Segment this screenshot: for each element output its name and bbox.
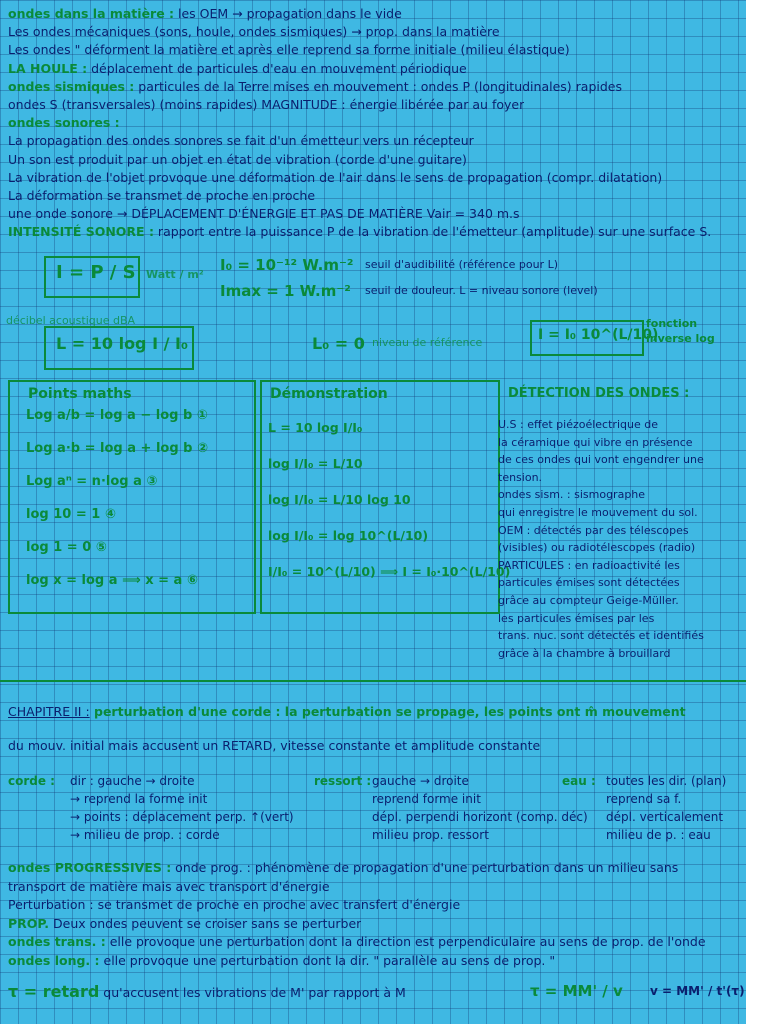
corde-item: → points : déplacement perp. ↑(vert) bbox=[70, 810, 294, 824]
detection-item: ondes sism. : sismographe bbox=[498, 488, 646, 502]
bottom-note-line bbox=[8, 860, 678, 876]
top-note-line bbox=[8, 152, 467, 168]
formula-imax: Imax = 1 W.m⁻² bbox=[220, 282, 351, 300]
top-note-line bbox=[8, 6, 402, 22]
bottom-note-line bbox=[8, 953, 555, 969]
formula-level: L = 10 log I / I₀ bbox=[56, 334, 188, 353]
top-note-text: une onde sonore → DÉPLACEMENT D'ÉNERGIE ET PAS DE MATIÈRE Vair = 340 m.s bbox=[8, 206, 520, 222]
bottom-note-heading: ondes long. : bbox=[8, 952, 100, 968]
corde-item: dir : gauche → droite bbox=[70, 774, 195, 788]
top-note-heading: INTENSITÉ SONORE : bbox=[8, 224, 154, 240]
top-note-heading: ondes dans la matière : bbox=[8, 6, 175, 21]
ressort-item: gauche → droite bbox=[372, 774, 469, 788]
points-maths-item: Log a·b = log a + log b ② bbox=[26, 441, 208, 456]
top-note-text: La déformation se transmet de proche en proche bbox=[8, 188, 316, 203]
top-note-text: Les ondes mécaniques (sons, houle, ondes sismiques) → prop. dans la matière bbox=[8, 24, 500, 40]
chapter-label: CHAPITRE II : bbox=[8, 704, 90, 719]
demonstration-item: I/I₀ = 10^(L/10) ⟹ I = I₀·10^(L/10) bbox=[268, 564, 511, 579]
detection-item: tension. bbox=[498, 470, 543, 484]
detection-item: grâce à la chambre à brouillard bbox=[498, 646, 671, 660]
bottom-note-text: elle provoque une perturbation dont la dir. " parallèle au sens de prop. " bbox=[99, 952, 556, 968]
top-note-heading: ondes sonores : bbox=[8, 115, 120, 131]
top-note-text: La vibration de l'objet provoque une déformation de l'air dans le sens de propagation (compr. dilatation) bbox=[8, 169, 663, 185]
demonstration-item: L = 10 log I/I₀ bbox=[268, 420, 363, 435]
retard-line bbox=[8, 984, 406, 1001]
eau-list bbox=[606, 772, 726, 844]
unit-decibel: décibel acoustique dBA bbox=[6, 314, 136, 327]
formula-i0: I₀ = 10⁻¹² W.m⁻² bbox=[220, 256, 354, 274]
detection-item: qui enregistre le mouvement du sol. bbox=[498, 506, 698, 519]
detection-item: grâce au compteur Geige-Müller. bbox=[498, 594, 679, 607]
demonstration-item: log I/I₀ = L/10 bbox=[268, 456, 363, 471]
top-note-line bbox=[8, 24, 500, 40]
detection-item: (visibles) ou radiotélescopes (radio) bbox=[498, 541, 696, 555]
points-maths-item: Log a/b = log a − log b ① bbox=[26, 408, 208, 423]
ressort-item: reprend forme init bbox=[372, 792, 481, 806]
points-maths-item: log x = log a ⟹ x = a ⑥ bbox=[26, 573, 198, 588]
demonstration-item: log I/I₀ = L/10 log 10 bbox=[268, 492, 411, 507]
eau-item: dépl. verticalement bbox=[606, 810, 724, 824]
corde-label: corde : bbox=[8, 774, 55, 788]
detection-item: les particules émises par les bbox=[498, 611, 655, 625]
top-note-text: La propagation des ondes sonores se fait d'un émetteur vers un récepteur bbox=[8, 133, 474, 149]
top-note-text: rapport entre la puissance P de la vibration de l'émetteur (amplitude) sur une surface S. bbox=[153, 224, 712, 240]
corde-item: → reprend la forme init bbox=[70, 792, 208, 806]
bottom-note-line bbox=[8, 897, 460, 913]
bottom-note-text: Perturbation : se transmet de proche en proche avec transfert d'énergie bbox=[8, 897, 461, 912]
top-note-line bbox=[8, 170, 662, 186]
chapter-line1: perturbation d'une corde : la perturbation se propage, les points ont m̂ mouvement bbox=[89, 704, 686, 719]
demonstration-item: log I/I₀ = log 10^(L/10) bbox=[268, 528, 429, 543]
top-note-text: Un son est produit par un objet en état de vibration (corde d'une guitare) bbox=[8, 151, 467, 167]
top-note-line bbox=[8, 79, 622, 95]
ressort-item: milieu prop. ressort bbox=[372, 828, 489, 842]
bottom-note-text: transport de matière mais avec transport d'énergie bbox=[8, 878, 330, 894]
retard-label: τ = retard bbox=[8, 984, 100, 1001]
points-maths-item: Log aⁿ = n·log a ③ bbox=[26, 474, 158, 489]
ressort-list bbox=[372, 772, 588, 844]
detection-item: particules émises sont détectées bbox=[498, 576, 680, 590]
corde-list bbox=[70, 772, 294, 844]
points-maths-title: Points maths bbox=[28, 386, 132, 402]
top-note-line bbox=[8, 42, 570, 58]
detection-item: la céramique qui vibre en présence bbox=[498, 435, 693, 449]
corde-item: → milieu de prop. : corde bbox=[70, 828, 220, 842]
points-maths-item: log 10 = 1 ④ bbox=[26, 507, 116, 522]
formula-inverse: I = I₀ 10^(L/10) bbox=[538, 327, 659, 343]
bottom-note-heading: ondes PROGRESSIVES : bbox=[8, 860, 172, 875]
eau-item: reprend sa f. bbox=[606, 792, 682, 806]
bottom-note-heading: PROP. bbox=[8, 915, 50, 931]
bottom-note-text: onde prog. : phénomène de propagation d'une perturbation dans un milieu sans bbox=[171, 860, 679, 875]
eau-item: toutes les dir. (plan) bbox=[606, 774, 727, 788]
bottom-note-text: elle provoque une perturbation dont la direction est perpendiculaire au sens de prop. de l'onde bbox=[105, 934, 706, 949]
top-note-text: déplacement de particules d'eau en mouvement périodique bbox=[87, 60, 467, 76]
ressort-label: ressort : bbox=[314, 774, 372, 788]
formula-intensity-units: Watt / m² bbox=[146, 268, 204, 281]
top-note-line bbox=[8, 188, 315, 204]
chapter-heading bbox=[8, 704, 686, 720]
formula-l0-note: niveau de référence bbox=[372, 336, 483, 349]
bottom-note-heading: ondes trans. : bbox=[8, 934, 106, 949]
bottom-note-line bbox=[8, 916, 361, 932]
formula-i0-note: seuil d'audibilité (référence pour L) bbox=[365, 258, 558, 271]
eau-item: milieu de p. : eau bbox=[606, 828, 711, 842]
formula-l0: L₀ = 0 bbox=[312, 334, 365, 353]
demonstration-title: Démonstration bbox=[270, 386, 388, 402]
retard-formula-2: v = MM' / t'(τ) bbox=[650, 984, 745, 998]
points-maths-item: log 1 = 0 ⑤ bbox=[26, 540, 107, 555]
top-note-line bbox=[8, 206, 520, 222]
ressort-item: dépl. perpendi horizont (comp. déc) bbox=[372, 810, 588, 824]
bottom-note-text: Deux ondes peuvent se croiser sans se perturber bbox=[49, 915, 362, 931]
formula-intensity: I = P / S bbox=[56, 262, 136, 283]
top-note-line bbox=[8, 97, 524, 113]
top-note-heading: ondes sismiques : bbox=[8, 78, 135, 94]
section-divider bbox=[0, 680, 746, 682]
top-note-text: Les ondes " déforment la matière et après elle reprend sa forme initiale (milieu élastique) bbox=[8, 42, 570, 58]
chapter-line2: du mouv. initial mais accusent un RETARD, vitesse constante et amplitude constante bbox=[8, 738, 541, 753]
retard-text: qu'accusent les vibrations de M' par rapport à M bbox=[99, 985, 406, 1000]
detection-item: PARTICULES : en radioactivité les bbox=[498, 558, 680, 572]
formula-imax-note: seuil de douleur. L = niveau sonore (level) bbox=[365, 284, 598, 297]
detection-title: DÉTECTION DES ONDES : bbox=[508, 386, 690, 401]
detection-item: OEM : détectés par des télescopes bbox=[498, 523, 689, 537]
top-note-text: les OEM → propagation dans le vide bbox=[174, 6, 402, 21]
bottom-note-line bbox=[8, 879, 330, 895]
bottom-note-line bbox=[8, 934, 706, 950]
detection-item: de ces ondes qui vont engendrer une bbox=[498, 453, 704, 467]
top-note-text: ondes S (transversales) (moins rapides) MAGNITUDE : énergie libérée par au foyer bbox=[8, 97, 525, 112]
detection-item: U.S : effet piézoélectrique de bbox=[498, 418, 658, 431]
paper-edge bbox=[746, 0, 768, 1024]
formula-inverse-note: fonction inverse log bbox=[646, 317, 715, 345]
top-note-line bbox=[8, 133, 474, 149]
top-note-text: particules de la Terre mises en mouvement : ondes P (longitudinales) rapides bbox=[134, 78, 622, 94]
detection-item: trans. nuc. sont détectés et identifiés bbox=[498, 629, 704, 643]
top-note-heading: LA HOULE : bbox=[8, 60, 88, 76]
top-note-line bbox=[8, 224, 711, 240]
top-note-line bbox=[8, 115, 120, 131]
retard-formula: τ = MM' / v bbox=[530, 982, 623, 1000]
top-note-line bbox=[8, 61, 467, 77]
eau-label: eau : bbox=[562, 774, 596, 788]
